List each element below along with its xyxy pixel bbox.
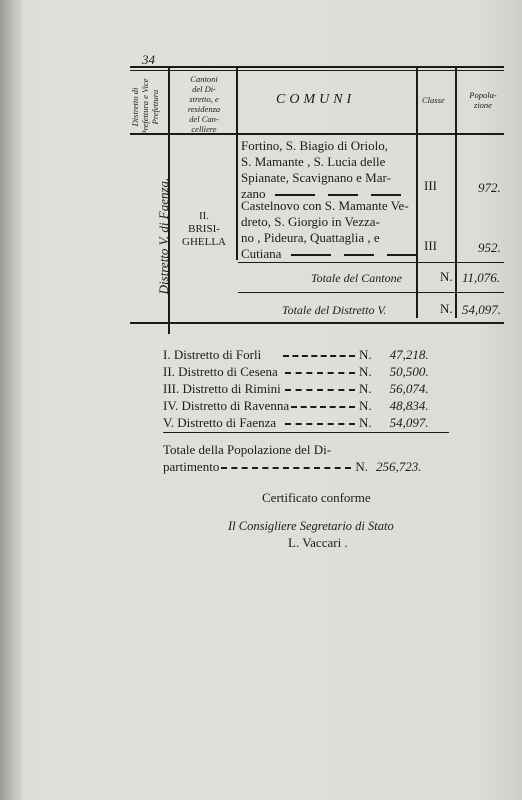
leader-dash (387, 254, 417, 256)
col-divider-4 (455, 66, 457, 318)
header-comuni: COMUNI (276, 92, 356, 107)
rule-before-totale-cantone (238, 262, 504, 263)
summary-row: IV. Distretto di Ravenna N. 48,834. (163, 398, 429, 413)
popolazione-group-2: 952. (478, 240, 501, 255)
leader-dash (275, 194, 315, 196)
leader-dash (344, 254, 374, 256)
totale-cantone-n: N. (440, 269, 453, 284)
totale-distretto-label: Totale del Distretto V. (282, 303, 387, 317)
header-popolazione: Popola- zione (469, 90, 497, 110)
classe-group-1: III (424, 178, 437, 193)
page-number: 34 (142, 52, 155, 67)
col-divider-2 (236, 66, 238, 260)
comuni-group-1: Fortino, S. Biagio di Oriolo, S. Mamante , S. Lucia delle Spianate, Scavignano e Mar- zano (241, 138, 401, 202)
signature: L. Vaccari . (288, 535, 348, 550)
rule-before-totale-distretto (238, 292, 504, 293)
leader-dash (371, 194, 401, 196)
leader-dash (291, 254, 331, 256)
summary-list (163, 346, 429, 431)
table-bottom-rule (130, 322, 504, 324)
consigliere: Il Consigliere Segretario di Stato (228, 519, 394, 533)
totale-distretto-value: 54,097. (462, 302, 501, 317)
summary-row: II. Distretto di Cesena N. 50,500. (163, 364, 429, 379)
leader-dash (328, 194, 358, 196)
table-top-rule (130, 66, 504, 68)
popolazione-group-1: 972. (478, 180, 501, 195)
summary-row: V. Distretto di Faenza N. 54,097. (163, 415, 429, 430)
district-label: Distretto V. di Faenza. (156, 177, 171, 295)
binding-gutter (0, 0, 22, 800)
totale-cantone-label: Totale del Cantone (311, 271, 402, 285)
col-divider-3 (416, 66, 418, 318)
totale-distretto-n: N. (440, 301, 453, 316)
certificato: Certificato conforme (262, 490, 371, 505)
summary-rule (163, 432, 449, 433)
summary-row: I. Distretto di Forlì N. 47,218. (163, 347, 429, 362)
header-distretto: Distretto di Prefettura e Vice Prefettura (130, 78, 160, 136)
summary-row: III. Distretto di Rimini N. 56,074. (163, 381, 429, 396)
header-classe: Classe (422, 95, 445, 105)
totale-cantone-value: 11,076. (462, 270, 501, 285)
cantone-label: II. BRISI- GHELLA (182, 210, 226, 248)
table-top-rule-2 (130, 70, 504, 71)
classe-group-2: III (424, 238, 437, 253)
header-cantoni: Cantoni del Di- stretto, e residenza del Can- celliere (187, 74, 221, 134)
totale-popolazione: Totale della Popolazione del Di- partimento N. 256,723. (163, 442, 422, 474)
comuni-group-2: Castelnovo con S. Mamante Ve- dreto, S. Giorgio in Vezza- no , Pideura, Quattaglia , e Cutiana (241, 198, 417, 262)
